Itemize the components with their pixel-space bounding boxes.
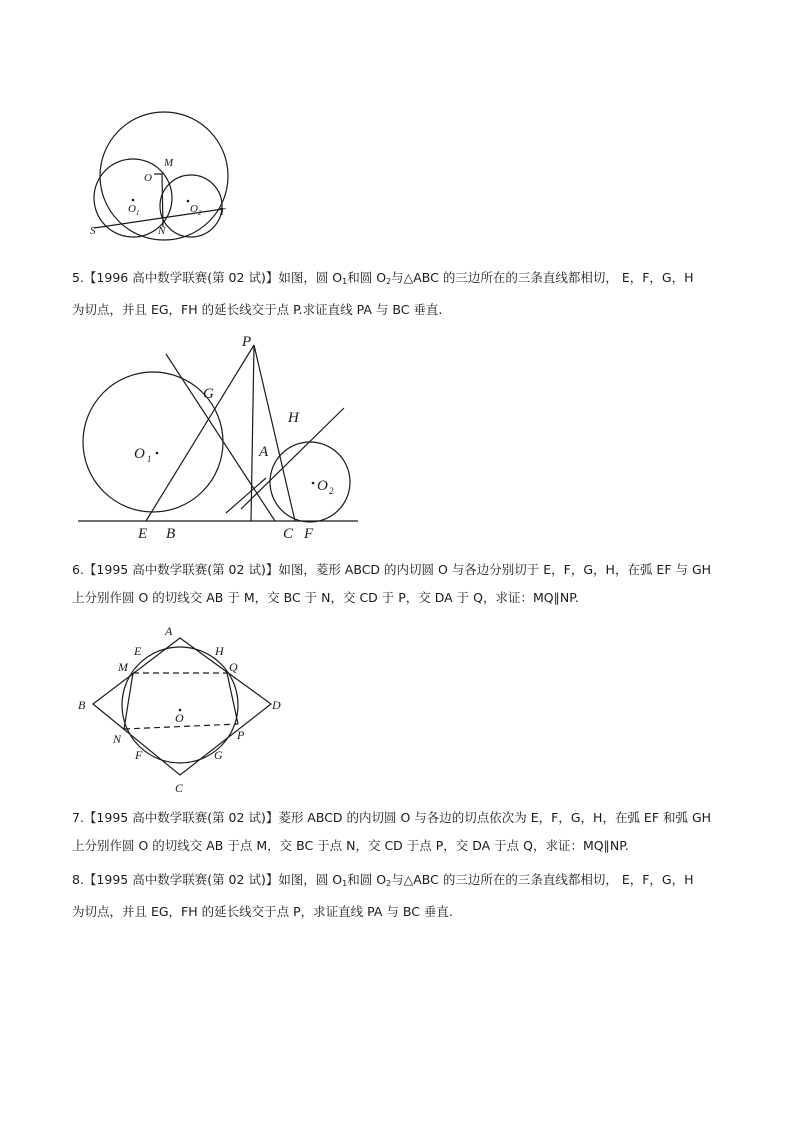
line-mn bbox=[162, 173, 163, 227]
problem-7-line-1: 7.【1995 高中数学联赛(第 02 试)】菱形 ABCD 的内切圆 O 与各边的切点依次为 E，F，G，H，在弧 EF 和弧 GH bbox=[72, 810, 712, 825]
label-o2: O bbox=[190, 203, 198, 215]
problem-6-line-2: 上分别作圆 O 的切线交 AB 于 M，交 BC 于 N，交 CD 于 P，交 DA 于 Q，求证：MQ∥NP. bbox=[72, 590, 579, 605]
label-h: H bbox=[215, 644, 224, 658]
label-o1: O bbox=[128, 203, 136, 215]
label-c: C bbox=[175, 781, 184, 795]
rhombus-abcd bbox=[93, 638, 271, 775]
figure-rhombus-incircle bbox=[74, 622, 294, 797]
line-ac-through-g bbox=[166, 354, 275, 521]
circle-o2 bbox=[270, 442, 350, 522]
line-p-c bbox=[254, 345, 295, 521]
label-o1-sub: 1 bbox=[147, 454, 152, 464]
label-o: O bbox=[144, 172, 152, 184]
label-g: G bbox=[214, 748, 223, 762]
problem-6 bbox=[72, 556, 722, 612]
label-g: G bbox=[203, 386, 214, 402]
problem-5-line-1: 5.【1996 高中数学联赛(第 02 试)】如图，圆 $O_1$和圆 $O_2$与△ABC 的三边所在的三条直线都相切， E，F，G，H bbox=[72, 270, 694, 286]
label-a: A bbox=[259, 444, 269, 460]
label-e: E bbox=[134, 644, 142, 658]
line-p-foot bbox=[251, 345, 254, 521]
label-b: B bbox=[166, 526, 176, 542]
label-o2: O bbox=[317, 478, 328, 494]
label-m: M bbox=[164, 157, 174, 169]
label-d: D bbox=[272, 698, 281, 712]
label-o1: O bbox=[134, 446, 145, 462]
problem-8 bbox=[72, 866, 722, 926]
label-n: N bbox=[113, 732, 122, 746]
label-a: A bbox=[165, 624, 173, 638]
label-o2-sub: 2 bbox=[329, 486, 334, 496]
figure-circles-mn bbox=[70, 105, 250, 245]
problem-7-line-2: 上分别作圆 O 的切线交 AB 于点 M，交 BC 于点 N，交 CD 于点 P，交 DA 于点 Q，求证：MQ∥NP. bbox=[72, 838, 629, 853]
label-t: T bbox=[219, 206, 226, 218]
label-n: N bbox=[158, 225, 166, 237]
figure-triangle-two-circles bbox=[76, 332, 366, 548]
label-o2-sub: 2 bbox=[198, 209, 202, 217]
label-p: P bbox=[237, 728, 245, 742]
tangent-mn bbox=[124, 673, 133, 729]
label-o: O bbox=[175, 711, 184, 725]
label-q: Q bbox=[229, 660, 238, 674]
label-c: C bbox=[283, 526, 294, 542]
label-f: F bbox=[135, 748, 143, 762]
incircle-o bbox=[122, 647, 238, 763]
label-s: S bbox=[90, 225, 96, 237]
problem-5-line-2: 为切点，并且 EG，FH 的延长线交于点 P.求证直线 PA 与 BC 垂直. bbox=[72, 302, 443, 317]
problem-6-line-1: 6.【1995 高中数学联赛(第 02 试)】如图，菱形 ABCD 的内切圆 O 与各边分别切于 E，F，G，H，在弧 EF 与 GH bbox=[72, 562, 712, 577]
problem-8-line-2: 为切点，并且 EG，FH 的延长线交于点 P，求证直线 PA 与 BC 垂直. bbox=[72, 904, 453, 919]
label-e: E bbox=[138, 526, 148, 542]
line-ab-lower bbox=[226, 478, 266, 513]
label-b: B bbox=[78, 698, 86, 712]
label-f: F bbox=[304, 526, 314, 542]
label-o1-sub: 1 bbox=[136, 209, 140, 217]
problem-7 bbox=[72, 804, 722, 860]
label-p: P bbox=[242, 334, 252, 350]
problem-8-line-1: 8.【1995 高中数学联赛(第 02 试)】如图，圆 $O_1$和圆 $O_2$与△ABC 的三边所在的三条直线都相切， E，F，G，H bbox=[72, 872, 694, 888]
problem-5 bbox=[72, 264, 722, 324]
label-m: M bbox=[118, 660, 128, 674]
label-h: H bbox=[288, 410, 299, 426]
circle-o1 bbox=[83, 372, 223, 512]
